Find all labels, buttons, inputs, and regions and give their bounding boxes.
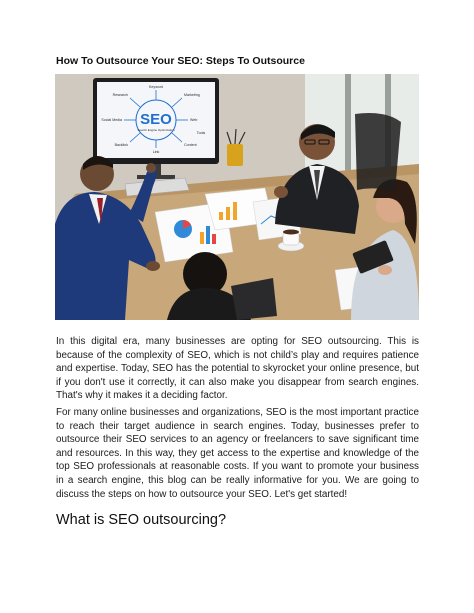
monitor-label: Social Media: [101, 118, 122, 122]
monitor-label: Marketing: [184, 93, 200, 97]
document-title: How To Outsource Your SEO: Steps To Outsource: [56, 55, 305, 67]
monitor-label: Research: [112, 93, 128, 97]
monitor-label: Tools: [196, 131, 206, 135]
seo-meeting-photo: [55, 74, 419, 320]
monitor-label: Link: [152, 150, 160, 154]
section-heading: What is SEO outsourcing?: [56, 512, 227, 528]
monitor-label: Web: [190, 118, 198, 122]
monitor-seo-heading: SEO: [140, 111, 172, 128]
paragraph: For many online businesses and organizations, SEO is the most important practice to reach their target audience in search engines. Today, businesses prefer to outsource their SEO services to an agency or freelancers to save significant time and resources. In this way, they get access to the expertise and knowledge of the top SEO professionals at reasonable costs. If you want to promote your business in a search engine, this blog can be really informative for you. We are going to discuss the steps on how to outsource your SEO. Let's get started!: [56, 407, 419, 500]
monitor-label: Keyword: [149, 85, 163, 89]
monitor-seo-subheading: Search Engine Optimization: [137, 128, 175, 132]
monitor-label: Backlink: [114, 143, 128, 147]
paragraph: In this digital era, many businesses are opting for SEO outsourcing. This is because of the complexity of SEO, which is not child’s play and requires patience and expertise. Today, SEO has the potential to skyrocket your online presence, but if you don't use it correctly, it can also make you disappear from search engines. That's why it makes it a deciding factor.: [56, 336, 419, 402]
monitor-label: Content: [184, 143, 197, 147]
